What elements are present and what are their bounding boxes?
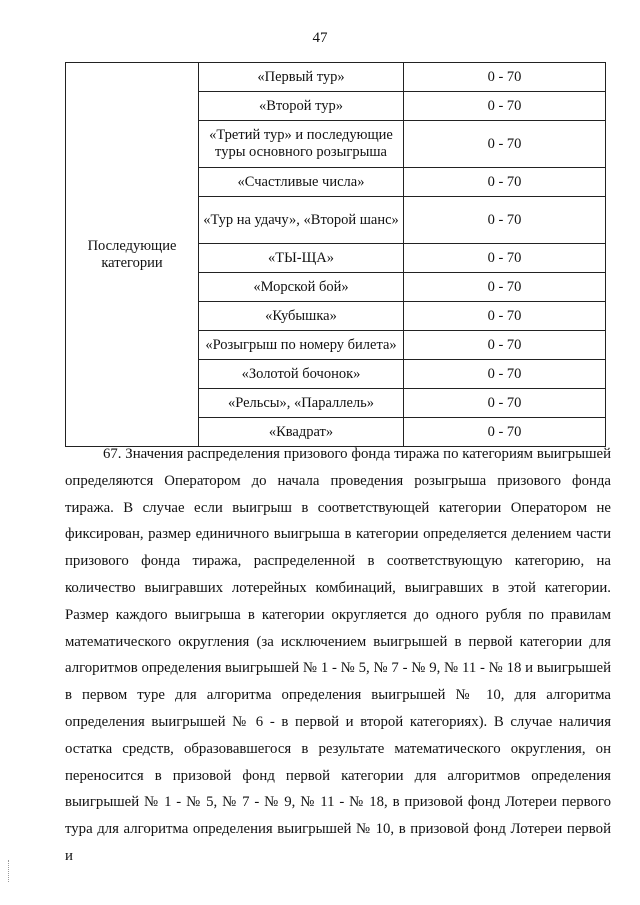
category-name-cell: «Морской бой» <box>199 273 404 302</box>
category-range-cell: 0 - 70 <box>404 92 606 121</box>
category-range-cell: 0 - 70 <box>404 197 606 244</box>
prize-categories-table <box>65 62 606 447</box>
category-name-cell: «Второй тур» <box>199 92 404 121</box>
category-range-cell: 0 - 70 <box>404 168 606 197</box>
page-number: 47 <box>312 30 328 46</box>
category-range-cell: 0 - 70 <box>404 273 606 302</box>
category-range-cell: 0 - 70 <box>404 63 606 92</box>
table-row <box>66 63 606 92</box>
category-name-cell: «Кубышка» <box>199 302 404 331</box>
category-range-cell: 0 - 70 <box>404 389 606 418</box>
margin-scan-mark <box>8 860 15 882</box>
category-name-cell: «Розыгрыш по номеру билета» <box>199 331 404 360</box>
category-range-cell: 0 - 70 <box>404 302 606 331</box>
category-name-cell: «Третий тур» и последующие туры основного розыгрыша <box>199 121 404 168</box>
paragraph-67: 67. Значения распределения призового фонда тиража по категориям выигрышей определяются Оператором до начала проведения розыгрыша призового фонда тиража. В случае если выигрыш в соответствующей категории Оператором не фиксирован, размер единичного выигрыша в категории определяется делением части призового фонда тиража, распределенной в соответствующую категорию, на количество выигравших лотерейных комбинаций, выигравших в этой категории. Размер каждого выигрыша в категории округляется до одного рубля по правилам математического округления (за исключением выигрышей в первой категории для алгоритмов определения выигрышей № 1 - № 5, № 7 - № 9, № 11 - № 18 и выигрышей в первом туре для алгоритма определения выигрышей № 10, для алгоритма определения выигрышей № 6 - в первой и второй категориях). В случае наличия остатка средств, образовавшегося в результате математического округления, он переносится в призовой фонд первой категории для алгоритмов определения выигрышей № 1 - № 5, № 7 - № 9, № 11 - № 18, в призовой фонд Лотереи первого тура для алгоритма определения выигрышей № 10, в призовой фонд Лотереи первой и <box>65 446 611 864</box>
category-name-cell: «Золотой бочонок» <box>199 360 404 389</box>
category-range-cell: 0 - 70 <box>404 360 606 389</box>
category-name-cell: «Счастливые числа» <box>199 168 404 197</box>
category-name-cell: «Квадрат» <box>199 418 404 447</box>
category-name-cell: «Первый тур» <box>199 63 404 92</box>
category-range-cell: 0 - 70 <box>404 121 606 168</box>
category-name-cell: «Рельсы», «Параллель» <box>199 389 404 418</box>
category-range-cell: 0 - 70 <box>404 418 606 447</box>
category-range-cell: 0 - 70 <box>404 244 606 273</box>
category-range-cell: 0 - 70 <box>404 331 606 360</box>
category-name-cell: «ТЫ-ЩА» <box>199 244 404 273</box>
group-label-cell: Последующие категории <box>66 63 199 447</box>
category-name-cell: «Тур на удачу», «Второй шанс» <box>199 197 404 244</box>
